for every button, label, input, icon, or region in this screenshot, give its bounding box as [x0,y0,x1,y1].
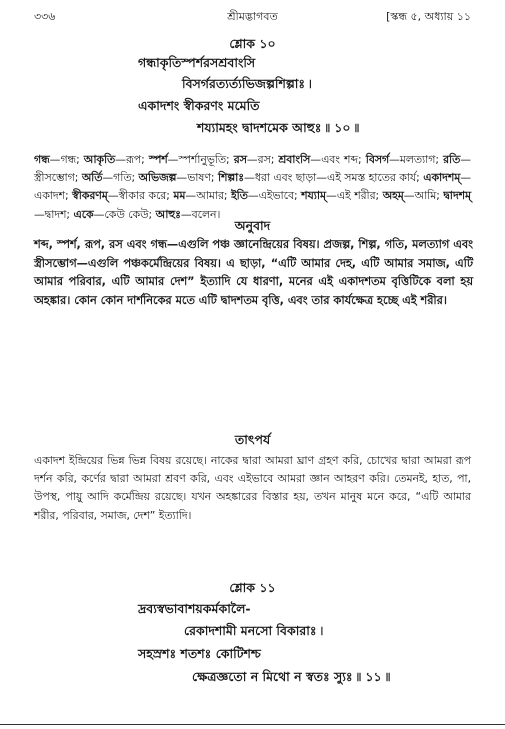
synonym-word: একে [73,207,94,221]
synonym-word: শ্রবাংসি [278,153,311,166]
synonym-word: রতি [443,153,461,166]
synonym-meaning: —রূপ; [115,153,149,166]
synonym-entry [366,153,443,166]
bottom-rule [0,724,505,725]
synonym-word: অহম্ [382,189,404,203]
chapter-reference: [স্কন্ধ ৫, অধ্যায় ১১ [386,10,471,23]
purport-heading: তাৎপর্য [234,432,271,447]
synonym-entry [34,153,84,166]
synonym-meaning: —স্পর্শানুভূতি; [167,153,234,166]
synonyms-block [34,151,471,224]
synonym-entry [82,171,139,184]
synonym-word: আহুঃ [155,207,181,221]
book-title: শ্রীমদ্ভাগবত [227,10,278,23]
synonym-entry [218,171,423,184]
synonym-meaning: —ধরা এবং ছাড়া—এই সমস্ত হাতের কার্য; [244,171,424,185]
synonym-meaning: —স্ত্রীসম্ভোগ; [34,153,471,185]
synonym-word: ইতি [231,189,248,203]
synonym-meaning: —একাদশ; [34,171,472,203]
synonym-entry [149,153,234,166]
verse-10-line-2: বিসর্গরত্যর্ত্যভিজল্পশিল্পাঃ ৷ [182,76,312,91]
synonym-meaning: —রস; [246,153,279,166]
synonym-word: দ্বাদশম্ [443,189,471,203]
synonym-meaning: —এবং শব্দ; [310,153,366,166]
verse-11-line-1: দ্রব্যস্বভাবাশয়কর্মকালৈ- [138,601,251,616]
synonym-meaning: —দ্বাদশ; [34,207,74,221]
purport-text: একাদশ ইন্দ্রিয়ের ভিন্ন ভিন্ন বিষয় রয়েছে। নাকের দ্বারা আমরা ঘ্রাণ গ্রহণ করি, চোখের দ্বারা আমরা রূপ দর্শন করি, কর্ণের দ্বারা আমরা শ্রবণ করি, এবং এইভাবে আমরা জ্ঞান আহরণ করি। তেমনই, হাত, পা, উপস্থ, পায়ু আদি কর্মেন্দ্রিয় রয়েছে। যখন অহঙ্কারের বিস্তার হয়, তখন মানুষ মনে করে, “এটি আমার শরীর, পরিবার, সমাজ, দেশ” ইত্যাদি। [34,454,471,522]
synonym-meaning: —স্বীকার করে; [107,189,174,203]
verse-11-line-4: ক্ষেত্রজ্ঞতো ন মিথো ন স্বতঃ স্যুঃ ৷৷ ১১ ৷৷ [192,669,391,684]
synonym-word: অর্তি [81,171,103,185]
synonym-meaning: —এই শরীর; [326,189,383,203]
synonym-word: একাদশম্ [423,171,461,185]
translation-heading: অনুবাদ [234,218,271,233]
verse-10-line-1: গন্ধাকৃতিস্পর্শরসশ্রবাংসি [138,55,256,70]
synonym-word: বিসর্গ [365,153,390,166]
synonym-meaning: —বলেন। [180,207,221,221]
synonym-meaning: —আমি; [403,189,444,203]
synonym-word: শিল্পাঃ [217,171,245,185]
synonym-entry [278,153,365,166]
synonym-word: শয্যাম্ [301,189,327,203]
synonym-meaning: —এইভাবে; [247,189,302,203]
synonym-word: স্পর্শ [148,153,168,166]
running-header [34,8,471,26]
synonym-meaning: —কেউ কেউ; [93,207,156,221]
page-number: ৩৩৬ [34,10,56,23]
synonym-entry [173,189,231,202]
verse-10-line-4: শয্যামহং দ্বাদশমেক আহুঃ ৷৷ ১০ ৷৷ [197,120,360,135]
synonym-meaning: —গন্ধ; [49,153,84,166]
synonym-entry [231,189,301,202]
synonym-word: স্বীকরণম্ [72,189,108,203]
verse-10-line-3: একাদশং স্বীকরণং মমেতি [138,98,260,113]
synonym-word: অভিজল্প [138,171,177,185]
synonym-entry [383,189,444,202]
synonym-word: গন্ধ [34,153,50,166]
synonym-entry [84,153,149,166]
synonym-meaning: —আমার; [185,189,232,203]
synonym-entry [234,153,279,166]
synonym-word: রস [233,153,247,166]
verse-11-line-2: রেকাদশামী মনসো বিকারাঃ ৷ [184,623,323,638]
synonym-word: মম [173,189,186,203]
synonym-word: আকৃতি [83,153,116,166]
verse-11-line-3: সহস্রশঃ শতশঃ কোটিশশ্চ [138,646,261,661]
synonym-entry [301,189,383,202]
synonym-meaning: —মলত্যাগ; [389,153,444,166]
translation-text: শব্দ, স্পর্শ, রূপ, রস এবং গন্ধ—এগুলি পঞ্চ জ্ঞানেন্দ্রিয়ের বিষয়। প্রজল্প, শিল্প, গতি, মলত্যাগ এবং স্ত্রীসম্ভোগ—এগুলি পঞ্চকর্মেন্দ্রিয়ের বিষয়। এ ছাড়া, “এটি আমার দেহ, এটি আমার সমাজ, এটি আমার পরিবার, এটি আমার দেশ” ইত্যাদি যে ধারণা, মনের এই একাদশতম বৃত্তিটিকে বলা হয় অহঙ্কার। কোন কোন দার্শনিকের মতে এটি দ্বাদশতম বৃত্তি, এবং তার কার্যক্ষেত্র হচ্ছে এই শরীর। [34,238,473,308]
synonym-meaning: —ভাষণ; [176,171,218,185]
verse-11-heading: শ্লোক ১১ [229,580,276,595]
synonym-entry [72,189,173,202]
verse-10-heading: শ্লোক ১০ [229,36,276,51]
synonym-meaning: —গতি; [102,171,139,185]
synonym-entry [139,171,218,184]
